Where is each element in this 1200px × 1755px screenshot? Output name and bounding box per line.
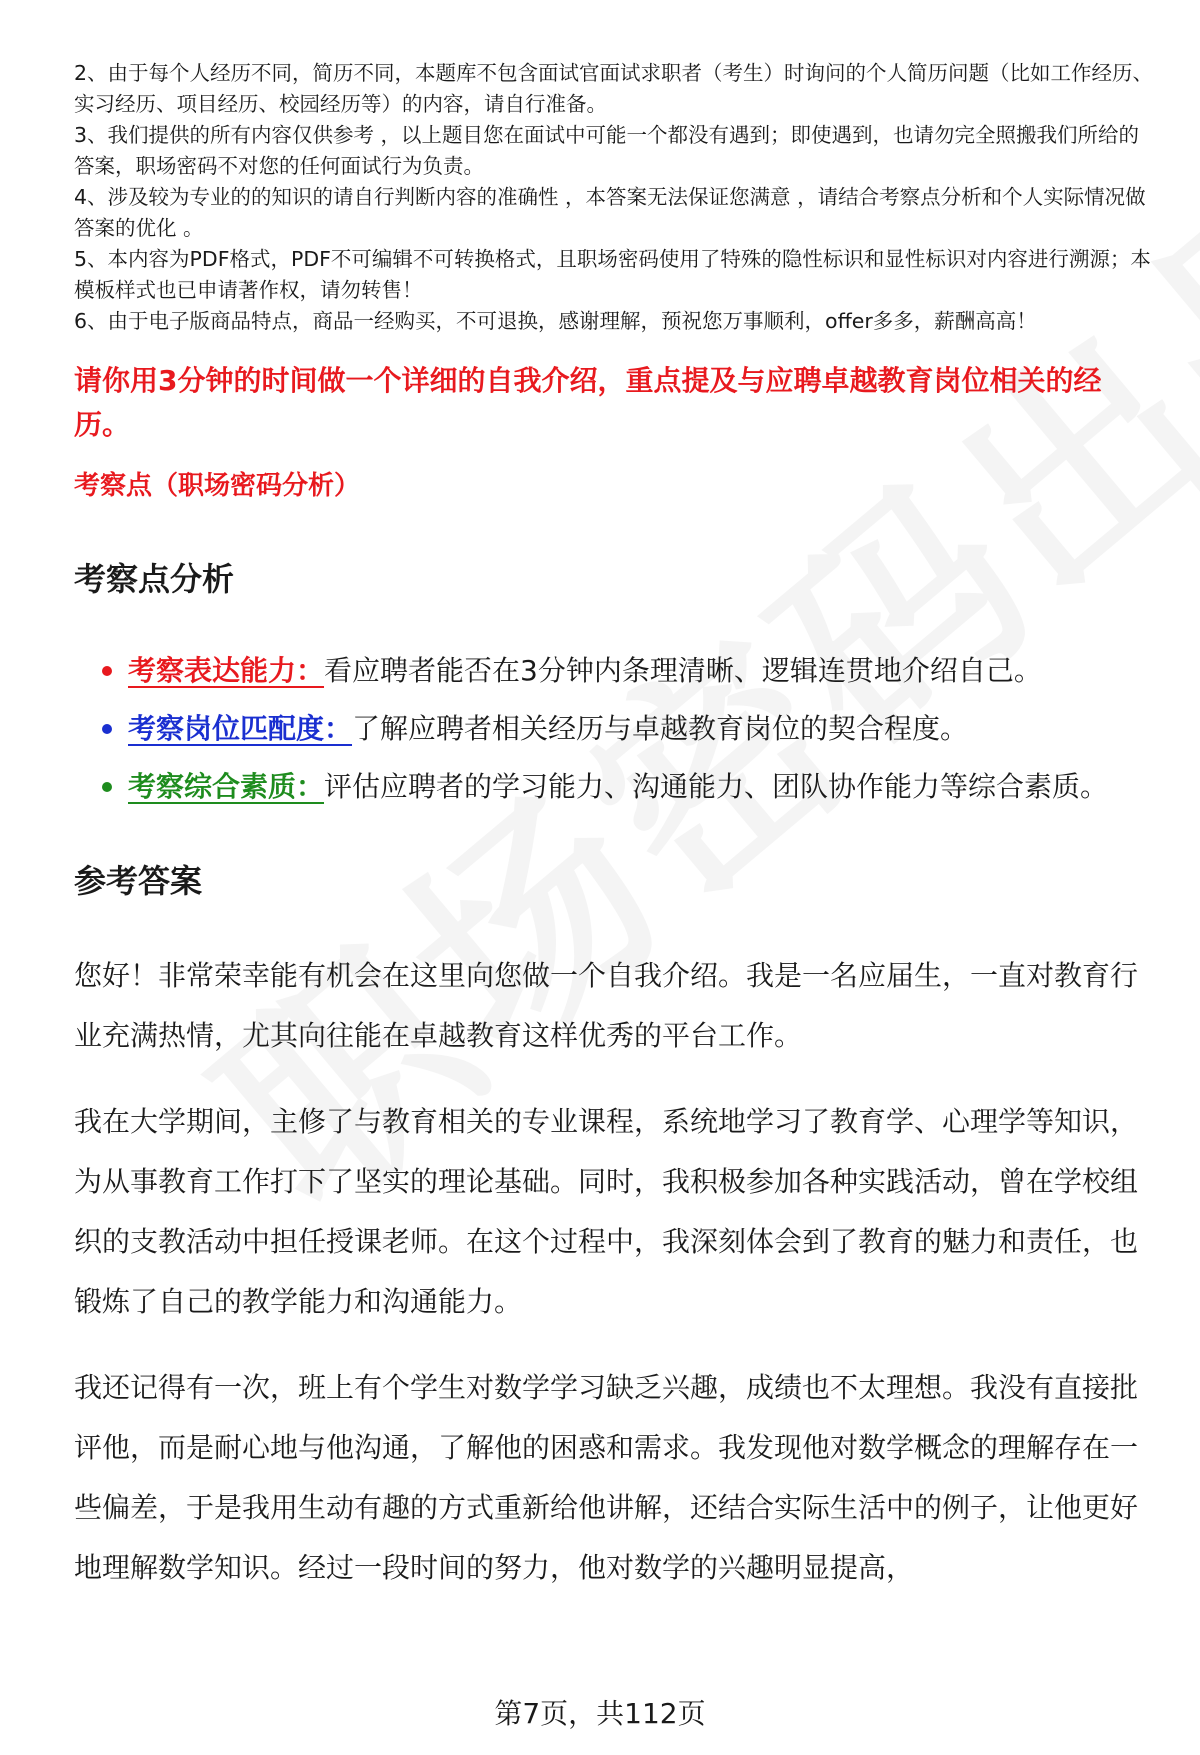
note-item: 5、本内容为PDF格式，PDF不可编辑不可转换格式，且职场密码使用了特殊的隐性标识和显性标识对内容进行溯源；本模板样式也已申请著作权，请勿转售！ — [74, 247, 1151, 302]
document-page — [74, 58, 1154, 1598]
analysis-subheading: 考察点（职场密码分析） — [74, 471, 361, 501]
note-item: 6、由于电子版商品特点，商品一经购买，不可退换，感谢理解，预祝您万事顺利，offer多多，薪酬高高！ — [74, 309, 1037, 333]
analysis-points — [74, 642, 1154, 816]
answer-paragraph: 我在大学期间，主修了与教育相关的专业课程，系统地学习了教育学、心理学等知识，为从事教育工作打下了坚实的理论基础。同时，我积极参加各种实践活动，曾在学校组织的支教活动中担任授课老师。在这个过程中，我深刻体会到了教育的魅力和责任，也锻炼了自己的教学能力和沟通能力。 — [74, 1105, 1139, 1318]
analysis-point — [74, 700, 1154, 758]
note-item: 2、由于每个人经历不同，简历不同，本题库不包含面试官面试求职者（考生）时询问的个人简历问题（比如工作经历、实习经历、项目经历、校园经历等）的内容，请自行准备。 — [74, 61, 1154, 116]
answer-title: 参考答案 — [74, 862, 203, 900]
bullet-icon — [102, 782, 112, 792]
point-text: 看应聘者能否在3分钟内条理清晰、逻辑连贯地介绍自己。 — [324, 654, 1042, 687]
bullet-icon — [102, 724, 112, 734]
answer-body — [74, 946, 1154, 1598]
note-item: 4、涉及较为专业的的知识的请自行判断内容的准确性 ，本答案无法保证您满意 ，请结合考察点分析和个人实际情况做答案的优化 。 — [74, 185, 1146, 240]
analysis-point — [74, 642, 1154, 700]
point-text: 评估应聘者的学习能力、沟通能力、团队协作能力等综合素质。 — [324, 770, 1109, 803]
note-item: 3、我们提供的所有内容仅供参考 ，以上题目您在面试中可能一个都没有遇到；即使遇到，也请勿完全照搬我们所给的答案，职场密码不对您的任何面试行为负责。 — [74, 123, 1140, 178]
answer-paragraph: 您好！非常荣幸能有机会在这里向您做一个自我介绍。我是一名应届生，一直对教育行业充满热情，尤其向往能在卓越教育这样优秀的平台工作。 — [74, 959, 1139, 1052]
point-label: 考察综合素质： — [128, 770, 325, 803]
point-label: 考察表达能力： — [128, 654, 325, 687]
page-number: 第7页，共112页 — [494, 1697, 706, 1730]
notes-section — [74, 58, 1154, 337]
answer-paragraph: 我还记得有一次，班上有个学生对数学学习缺乏兴趣，成绩也不太理想。我没有直接批评他，而是耐心地与他沟通，了解他的困惑和需求。我发现他对数学概念的理解存在一些偏差，于是我用生动有趣的方式重新给他讲解，还结合实际生活中的例子，让他更好地理解数学知识。经过一段时间的努力，他对数学的兴趣明显提高， — [74, 1371, 1139, 1584]
analysis-point — [74, 758, 1154, 816]
point-text: 了解应聘者相关经历与卓越教育岗位的契合程度。 — [352, 712, 969, 745]
point-label: 考察岗位匹配度： — [128, 712, 353, 745]
bullet-icon — [102, 666, 112, 676]
interview-question: 请你用3分钟的时间做一个详细的自我介绍，重点提及与应聘卓越教育岗位相关的经历。 — [74, 364, 1102, 441]
analysis-title: 考察点分析 — [74, 560, 235, 598]
